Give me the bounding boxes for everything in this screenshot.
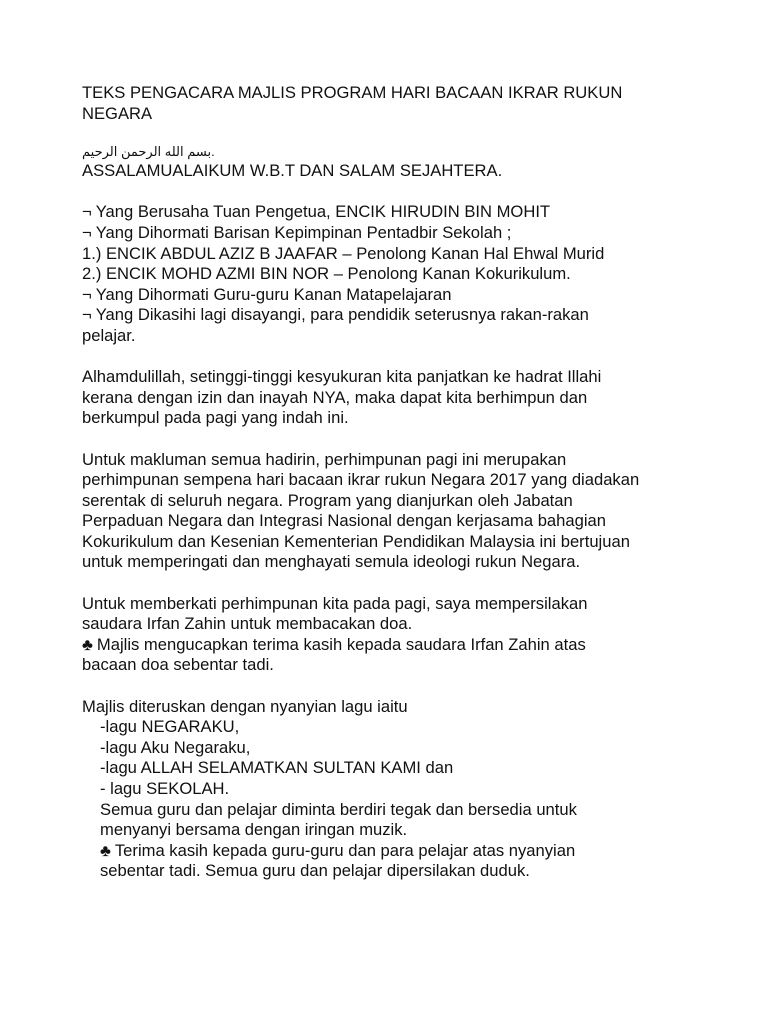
- song-list-item: - lagu SEKOLAH.: [100, 779, 230, 798]
- salutation-text: Yang Dihormati Guru-guru Kanan Matapelajaran: [95, 284, 452, 304]
- spacer: [82, 429, 722, 450]
- salutation-role: – Penolong Kanan Hal Ehwal Murid: [337, 243, 605, 263]
- song-list-item: -lagu Aku Negaraku,: [100, 737, 251, 757]
- salutation-item: [82, 285, 722, 306]
- paragraph-line: saudara Irfan Zahin untuk membacakan doa.: [82, 614, 413, 634]
- not-sign-icon: ¬: [82, 222, 92, 242]
- salutation-text: Yang Dihormati Barisan Kepimpinan Pentadbir Sekolah ;: [95, 222, 512, 242]
- paragraph-line: untuk memperingati dan menghayati semula ideologi rukun Negara.: [82, 552, 581, 572]
- basmalah-text: بسم الله الرحمن الرحيم.: [82, 144, 215, 160]
- paragraph-line: Alhamdulillah, setinggi-tinggi kesyukuran kita panjatkan ke hadrat Illahi: [82, 367, 602, 387]
- paragraph-line: bacaan doa sebentar tadi.: [82, 655, 274, 675]
- paragraph-line: kerana dengan izin dan inayah NYA, maka dapat kita berhimpun dan: [82, 387, 588, 407]
- salutation-text: Yang Dikasihi lagi disayangi, para pendidik seterusnya rakan-rakan: [95, 305, 589, 325]
- not-sign-icon: ¬: [82, 284, 92, 304]
- paragraph-line: berkumpul pada pagi yang indah ini.: [82, 408, 349, 428]
- paragraph-line: Semua guru dan pelajar diminta berdiri tegak dan bersedia untuk: [100, 799, 577, 819]
- paragraph-line: perhimpunan sempena hari bacaan ikrar rukun Negara 2017 yang diadakan: [82, 470, 640, 490]
- salutation-numbered-item: [82, 264, 722, 285]
- paragraph-line: Perpaduan Negara dan Integrasi Nasional dengan kerjasama bahagian: [82, 511, 606, 531]
- paragraph-line: Untuk makluman semua hadirin, perhimpunan pagi ini merupakan: [82, 449, 567, 469]
- spacer: [82, 573, 722, 594]
- song-list-item: -lagu ALLAH SELAMATKAN SULTAN KAMI dan: [100, 758, 454, 778]
- song-list-item: -lagu NEGARAKU,: [100, 717, 240, 737]
- salutation-numbered-item: [82, 244, 722, 265]
- spacer: [82, 347, 722, 368]
- paragraph-line: sebentar tadi. Semua guru dan pelajar dipersilakan duduk.: [100, 861, 530, 881]
- paragraph-line: Majlis diteruskan dengan nyanyian lagu iaitu: [82, 696, 408, 716]
- paragraph-text: Terima kasih kepada guru-guru dan para pelajar atas nyanyian: [114, 840, 576, 860]
- paragraph-text: Majlis mengucapkan terima kasih kepada saudara Irfan Zahin atas: [96, 634, 586, 654]
- paragraph-line: menyanyi bersama dengan iringan muzik.: [100, 820, 408, 840]
- spacer: [82, 124, 722, 143]
- document-title-line-2: NEGARA: [82, 103, 153, 123]
- not-sign-icon: ¬: [82, 202, 92, 222]
- club-suit-icon: ♣: [82, 634, 93, 654]
- salutation-name: 1.) ENCIK ABDUL AZIZ B JAAFAR: [82, 243, 338, 263]
- club-suit-icon: ♣: [100, 840, 111, 860]
- salutation-name: 2.) ENCIK MOHD AZMI BIN NOR: [82, 264, 330, 284]
- document-page: [82, 83, 722, 882]
- spacer: [82, 676, 722, 697]
- paragraph-line: [82, 635, 722, 656]
- salutation-text: Yang Berusaha Tuan Pengetua, ENCIK HIRUDIN BIN MOHIT: [95, 202, 551, 222]
- paragraph-line: Kokurikulum dan Kesenian Kementerian Pendidikan Malaysia ini bertujuan: [82, 531, 630, 551]
- greeting-text: ASSALAMUALAIKUM W.B.T DAN SALAM SEJAHTERA.: [82, 161, 503, 181]
- not-sign-icon: ¬: [82, 305, 92, 325]
- paragraph-line: serentak di seluruh negara. Program yang dianjurkan oleh Jabatan: [82, 490, 573, 510]
- spacer: [82, 182, 722, 203]
- salutation-text-continued: pelajar.: [82, 325, 136, 345]
- salutation-item: [82, 223, 722, 244]
- salutation-item: [82, 305, 722, 326]
- salutation-role: – Penolong Kanan Kokurikulum.: [329, 264, 571, 284]
- paragraph-line: Untuk memberkati perhimpunan kita pada pagi, saya mempersilakan: [82, 593, 588, 613]
- salutation-item: [82, 202, 722, 223]
- paragraph-line: [82, 841, 722, 862]
- document-title-line-1: TEKS PENGACARA MAJLIS PROGRAM HARI BACAAN IKRAR RUKUN: [82, 83, 623, 102]
